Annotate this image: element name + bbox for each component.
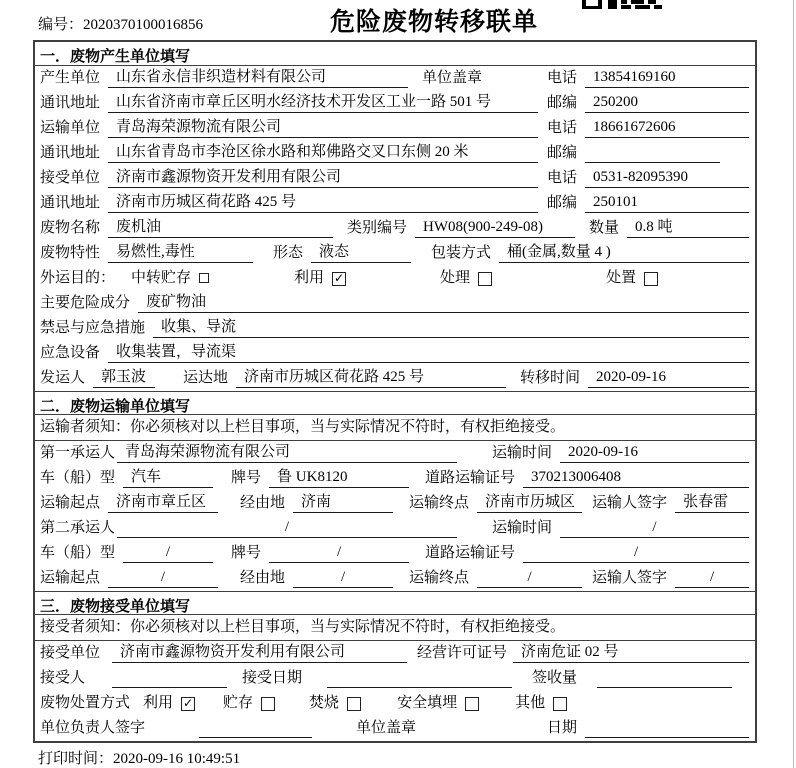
page-edge-line bbox=[793, 0, 794, 768]
license-value: 济南危证 02 号 bbox=[513, 643, 749, 663]
option-dispose bbox=[606, 269, 658, 288]
quantity-label: 数量 bbox=[589, 220, 620, 236]
route-end-label: 运输终点 bbox=[409, 570, 470, 586]
road-cert-label: 道路运输证号 bbox=[425, 470, 516, 486]
carrier-sign-label: 运输人签字 bbox=[592, 570, 668, 586]
page-title: 危险废物转移联单 bbox=[330, 8, 539, 36]
accept-unit-label: 接受单位 bbox=[40, 645, 101, 661]
row-dispatch bbox=[35, 366, 755, 391]
plate-label: 牌号 bbox=[231, 470, 262, 486]
form-label: 形态 bbox=[273, 245, 304, 261]
option-label: 其他 bbox=[515, 695, 546, 711]
carrier-label: 运输单位 bbox=[40, 120, 101, 136]
section1-title: 一．废物产生单位填写 bbox=[35, 42, 755, 66]
accept-date-label: 接受日期 bbox=[242, 670, 303, 686]
accept-date-value bbox=[327, 669, 512, 688]
carrier-zip-value bbox=[585, 144, 720, 163]
first-carrier-label: 第一承运人 bbox=[40, 445, 116, 461]
option-label: 焚烧 bbox=[309, 695, 340, 711]
doc-number-value: 2020370100016856 bbox=[83, 17, 204, 33]
row-acceptor bbox=[35, 666, 755, 691]
producer-address-value: 山东省济南市章丘区明水经济技术开发区工业一路 501 号 bbox=[108, 93, 538, 113]
receiver-address-value: 济南市历城区荷花路 425 号 bbox=[108, 193, 538, 213]
date-value bbox=[585, 719, 749, 738]
row-carrier bbox=[35, 116, 755, 141]
destination-label: 运达地 bbox=[183, 370, 229, 386]
road-cert-label: 道路运输证号 bbox=[425, 545, 516, 561]
checkbox-use: ✓ bbox=[334, 270, 345, 285]
zip-label: 邮编 bbox=[547, 145, 578, 161]
row-waste-trait bbox=[35, 241, 755, 266]
row-receiver bbox=[35, 166, 755, 191]
zip-label: 邮编 bbox=[547, 195, 578, 211]
signed-qty-value bbox=[597, 669, 732, 688]
phone-label: 电话 bbox=[547, 120, 578, 136]
responsible-sign-label: 单位负责人签字 bbox=[40, 720, 146, 736]
checkbox-landfill bbox=[465, 697, 479, 711]
qr-code-fragment-icon bbox=[582, 0, 668, 9]
transport-time-label: 运输时间 bbox=[492, 445, 553, 461]
row-first-carrier bbox=[35, 441, 755, 466]
transfer-time-value: 2020-09-16 bbox=[588, 368, 749, 388]
acceptor-value bbox=[112, 669, 227, 688]
option-label: 处理 bbox=[440, 270, 471, 286]
option-incinerate bbox=[309, 694, 361, 713]
row-vehicle2 bbox=[35, 541, 755, 566]
transport-time-label: 运输时间 bbox=[492, 520, 553, 536]
option-transfer-storage bbox=[131, 269, 209, 288]
option-treat bbox=[440, 269, 492, 288]
packing-label: 包装方式 bbox=[431, 245, 492, 261]
responsible-sign-value bbox=[199, 719, 312, 738]
route-end-label: 运输终点 bbox=[409, 495, 470, 511]
disposal-label: 废物处置方式 bbox=[40, 695, 131, 711]
option-label: 利用 bbox=[143, 695, 174, 711]
section2-title: 二．废物运输单位填写 bbox=[35, 391, 755, 415]
option-label: 安全填埋 bbox=[397, 695, 458, 711]
vehicle-type-value: / bbox=[123, 543, 213, 563]
phone-label: 电话 bbox=[547, 70, 578, 86]
unit-seal-label: 单位盖章 bbox=[356, 720, 417, 736]
receiver-label: 接受单位 bbox=[40, 170, 101, 186]
carrier-sign-value: 张春雷 bbox=[675, 493, 749, 513]
section2-notice: 运输者须知：你必须核对以上栏目事项，当与实际情况不符时，有权拒绝接受。 bbox=[35, 415, 755, 441]
via-value: 济南 bbox=[293, 493, 393, 513]
row-second-carrier bbox=[35, 516, 755, 541]
producer-label: 产生单位 bbox=[40, 70, 101, 86]
row-accept-unit bbox=[35, 641, 755, 666]
route-start-label: 运输起点 bbox=[40, 570, 101, 586]
seal-label: 单位盖章 bbox=[422, 70, 483, 86]
row-responsible-sign bbox=[35, 716, 755, 741]
signed-qty-label: 签收量 bbox=[532, 670, 578, 686]
option-label: 处置 bbox=[606, 270, 637, 286]
section3-title: 三．废物接受单位填写 bbox=[35, 591, 755, 615]
transfer-time-label: 转移时间 bbox=[520, 370, 581, 386]
hazard-label: 主要危险成分 bbox=[40, 295, 131, 311]
carrier-phone-value: 18661672606 bbox=[585, 118, 749, 138]
checkbox-dispose bbox=[644, 272, 658, 286]
address-label: 通讯地址 bbox=[40, 195, 101, 211]
option-store bbox=[223, 694, 275, 713]
section3-notice: 接受者须知：你必须核对以上栏目事项，当与实际情况不符时，有权拒绝接受。 bbox=[35, 615, 755, 641]
option-use bbox=[143, 694, 195, 713]
row-vehicle1 bbox=[35, 466, 755, 491]
option-label: 利用 bbox=[294, 270, 325, 286]
checkbox-treat bbox=[478, 272, 492, 286]
phone-label: 电话 bbox=[547, 170, 578, 186]
print-time bbox=[38, 747, 240, 768]
zip-label: 邮编 bbox=[547, 95, 578, 111]
second-carrier-label: 第二承运人 bbox=[40, 520, 116, 536]
row-emergency-equipment bbox=[35, 341, 755, 366]
dispatcher-label: 发运人 bbox=[40, 370, 86, 386]
hazard-value: 废矿物油 bbox=[138, 293, 749, 313]
date-label: 日期 bbox=[547, 720, 578, 736]
category-label: 类别编号 bbox=[347, 220, 408, 236]
checkbox-use: ✓ bbox=[183, 695, 194, 710]
via-label: 经由地 bbox=[240, 495, 286, 511]
row-carrier-address bbox=[35, 141, 755, 166]
carrier-sign-label: 运输人签字 bbox=[592, 495, 668, 511]
checkbox-other bbox=[553, 697, 567, 711]
route-start-label: 运输起点 bbox=[40, 495, 101, 511]
producer-value: 山东省永信非织造材料有限公司 bbox=[108, 68, 408, 88]
packing-value: 桶(金属,数量 4 ) bbox=[499, 243, 749, 263]
taboo-value: 收集、导流 bbox=[153, 318, 749, 338]
row-disposal-method bbox=[35, 691, 755, 716]
dispatcher-value: 郭玉波 bbox=[93, 368, 155, 388]
route-start-value: 济南市章丘区 bbox=[108, 493, 218, 513]
receiver-phone-value: 0531-82095390 bbox=[585, 168, 749, 188]
purpose-label: 外运目的： bbox=[40, 270, 116, 286]
road-cert-value: / bbox=[523, 543, 749, 563]
checkbox-store bbox=[261, 697, 275, 711]
option-label: 中转贮存 bbox=[131, 270, 192, 286]
row-hazard-component bbox=[35, 291, 755, 316]
road-cert-value: 370213006408 bbox=[523, 468, 749, 488]
row-receiver-address bbox=[35, 191, 755, 216]
vehicle-type-value: 汽车 bbox=[123, 468, 213, 488]
manifest-form bbox=[33, 40, 757, 743]
carrier-address-value: 山东省青岛市李沧区徐水路和郑佛路交叉口东侧 20 米 bbox=[108, 143, 538, 163]
row-waste-name bbox=[35, 216, 755, 241]
quantity-value: 0.8 吨 bbox=[627, 218, 749, 238]
category-value: HW08(900-249-08) bbox=[415, 218, 575, 238]
receiver-zip-value: 250101 bbox=[585, 193, 749, 213]
option-label: 贮存 bbox=[223, 695, 254, 711]
receiver-value: 济南市鑫源物资开发利用有限公司 bbox=[108, 168, 538, 188]
first-carrier-value: 青岛海荣源物流有限公司 bbox=[117, 443, 457, 463]
transport-time-value: / bbox=[560, 518, 749, 538]
row-purpose bbox=[35, 266, 755, 291]
waste-name-value: 废机油 bbox=[108, 218, 333, 238]
carrier-value: 青岛海荣源物流有限公司 bbox=[108, 118, 538, 138]
option-landfill bbox=[397, 694, 479, 713]
option-other bbox=[515, 694, 567, 713]
address-label: 通讯地址 bbox=[40, 145, 101, 161]
taboo-label: 禁忌与应急措施 bbox=[40, 320, 146, 336]
trait-label: 废物特性 bbox=[40, 245, 101, 261]
second-carrier-value: / bbox=[117, 518, 457, 538]
route-end-value: / bbox=[477, 568, 582, 588]
waste-name-label: 废物名称 bbox=[40, 220, 101, 236]
row-producer-address bbox=[35, 91, 755, 116]
form-value: 液态 bbox=[311, 243, 411, 263]
option-use bbox=[294, 269, 346, 288]
acceptor-label: 接受人 bbox=[40, 670, 86, 686]
producer-phone-value: 13854169160 bbox=[585, 68, 749, 88]
row-taboo-measures bbox=[35, 316, 755, 341]
row-producer bbox=[35, 66, 755, 91]
equipment-value: 收集装置，导流渠 bbox=[108, 343, 749, 363]
producer-zip-value: 250200 bbox=[585, 93, 749, 113]
doc-number bbox=[38, 13, 203, 34]
vehicle-type-label: 车（船）型 bbox=[40, 470, 116, 486]
via-label: 经由地 bbox=[240, 570, 286, 586]
row-route2 bbox=[35, 566, 755, 591]
license-label: 经营许可证号 bbox=[417, 645, 508, 661]
print-time-label: 打印时间： bbox=[38, 751, 114, 767]
carrier-sign-value: / bbox=[675, 568, 749, 588]
doc-number-label: 编号： bbox=[38, 17, 84, 33]
equipment-label: 应急设备 bbox=[40, 345, 101, 361]
transport-time-value: 2020-09-16 bbox=[560, 443, 749, 463]
plate-label: 牌号 bbox=[231, 545, 262, 561]
plate-value: / bbox=[269, 543, 409, 563]
route-start-value: / bbox=[108, 568, 218, 588]
plate-value: 鲁 UK8120 bbox=[269, 468, 409, 488]
trait-value: 易燃性,毒性 bbox=[108, 243, 253, 263]
route-end-value: 济南市历城区 bbox=[477, 493, 582, 513]
row-route1 bbox=[35, 491, 755, 516]
via-value: / bbox=[293, 568, 393, 588]
accept-unit-value: 济南市鑫源物资开发利用有限公司 bbox=[112, 643, 407, 663]
address-label: 通讯地址 bbox=[40, 95, 101, 111]
document-header bbox=[0, 0, 796, 40]
checkbox-incinerate bbox=[347, 697, 361, 711]
checkbox-transfer-storage bbox=[199, 273, 209, 283]
vehicle-type-label: 车（船）型 bbox=[40, 545, 116, 561]
destination-value: 济南市历城区荷花路 425 号 bbox=[236, 368, 506, 388]
print-time-value: 2020-09-16 10:49:51 bbox=[113, 751, 241, 767]
